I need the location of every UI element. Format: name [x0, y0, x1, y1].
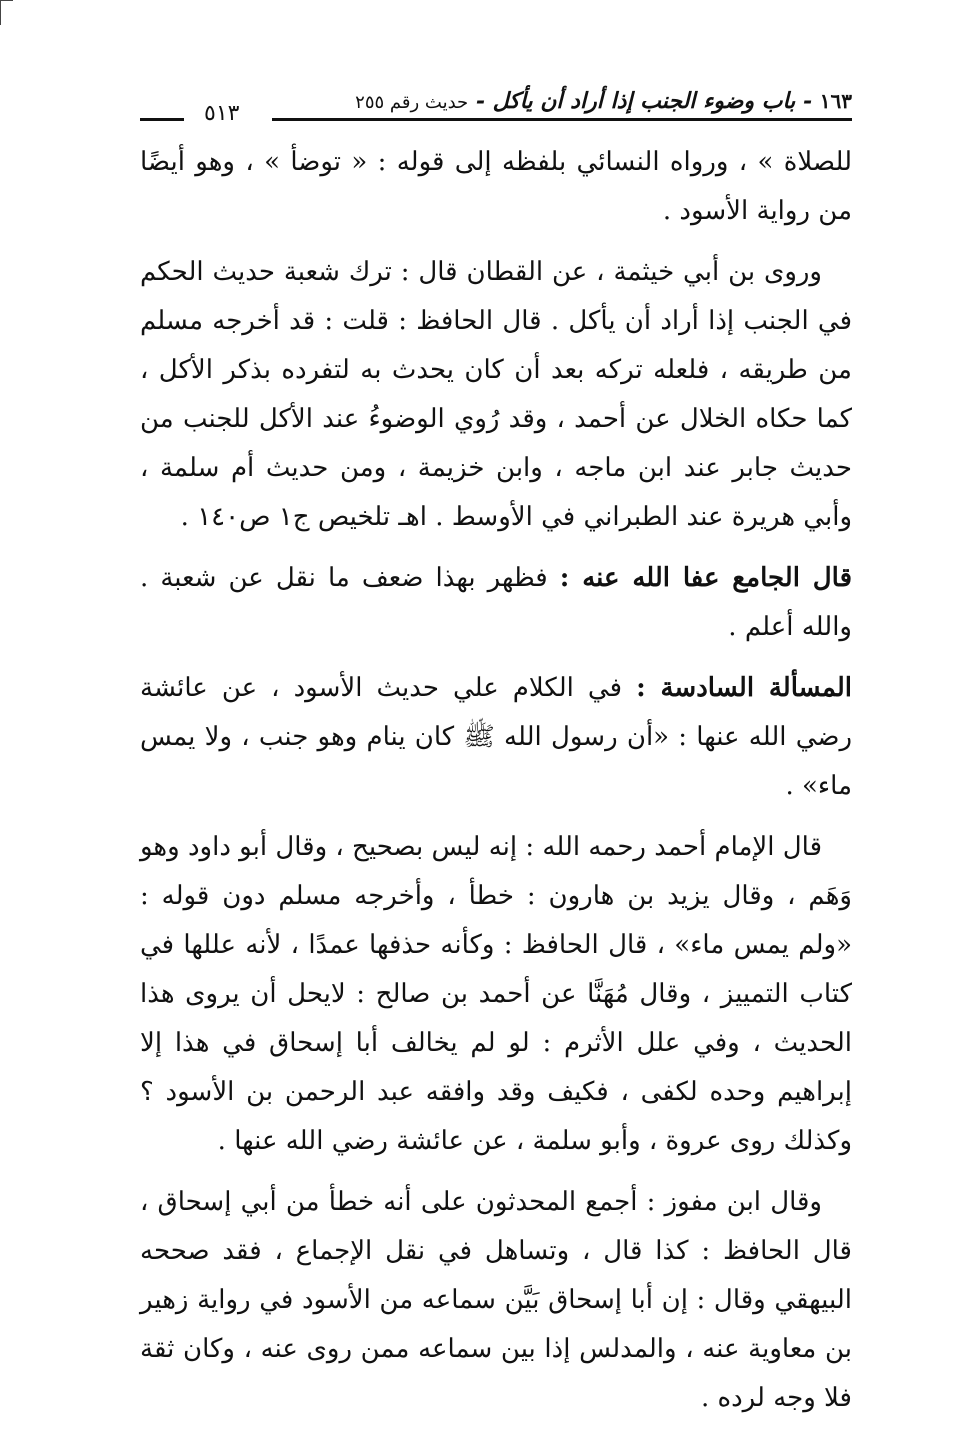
paragraph-text: وروى بن أبي خيثمة ، عن القطان قال : ترك شعبة حديث الحكم في الجنب إذا أراد أن يأكل . قال الحافظ : قلت : قد أخرجه مسلم من طريقه ، فلعله تركه بعد أن كان يحدث به لتفرده بذكر الأكل ، كما حكاه الخلال عن أحمد ، وقد رُوي الوضوءُ عند الأكل للجنب من حديث جابر عند ابن ماجه ، وابن خزيمة ، ومن حديث أم سلمة ، وأبي هريرة عند الطبراني في الأوسط . اهـ تلخيص ج١ ص١٤٠ .: [140, 257, 852, 532]
book-page: [140, 74, 852, 1435]
section-title: باب وضوء الجنب إذا أراد أن يأكل: [492, 88, 796, 114]
paragraph-text: فظهر بهذا ضعف ما نقل عن شعبة . والله أعلم .: [140, 563, 852, 642]
crop-mark: [0, 0, 13, 25]
paragraph: [140, 664, 852, 811]
header-rule-left: [140, 118, 184, 121]
paragraph-text: في الكلام علي حديث الأسود ، عن عائشة رضي الله عنها : «أن رسول الله ﷺ كان ينام وهو جنب ، ولا يمس ماء» .: [140, 673, 852, 801]
paragraph: [140, 554, 852, 652]
paragraph: [140, 1178, 852, 1423]
running-header: [140, 74, 852, 126]
hadith-reference: حديث رقم ٢٥٥: [355, 92, 469, 113]
paragraph-lead: المسألة السادسة :: [636, 673, 853, 703]
paragraph-text: قال الإمام أحمد رحمه الله : إنه ليس بصحيح ، وقال أبو داود وهو وَهَم ، وقال يزيد بن هارون : خطأ ، وأخرجه مسلم دون قوله : «ولم يمس ماء» ، قال الحافظ : وكأنه حذفها عمدًا ، لأنه عللها في كتاب التمييز ، وقال مُهَنَّا عن أحمد بن صالح : لايحل أن يروى هذا الحديث ، وفي علل الأثرم : لو لم يخالف أبا إسحاق في هذا إلا إبراهيم وحده لكفى ، فكيف وقد وافقه عبد الرحمن بن الأسود ؟ وكذلك روى عروة ، وأبو سلمة ، عن عائشة رضي الله عنها .: [140, 832, 852, 1156]
page-number: ٥١٣: [198, 101, 245, 126]
header-rule-middle: [272, 118, 396, 121]
header-rule-right: [392, 118, 852, 121]
body-text: [140, 138, 852, 1423]
paragraph: [140, 823, 852, 1166]
paragraph-text: وقال ابن مفوز : أجمع المحدثون على أنه خطأ من أبي إسحاق ، قال الحافظ : كذا قال ، وتساهل في نقل الإجماع ، فقد صححه البيهقي وقال : إن أبا إسحاق بَيَّن سماعه من الأسود في رواية زهير بن معاوية عنه ، والمدلس إذا بين سماعه ممن روى عنه ، وكان ثقة فلا وجه لرده .: [140, 1187, 852, 1413]
paragraph: [140, 138, 852, 236]
paragraph-lead: قال الجامع عفا الله عنه :: [559, 563, 852, 593]
running-header-title: ١٦٣ - باب وضوء الجنب إذا أراد أن يأكل - حديث رقم ٢٥٥: [355, 88, 852, 114]
section-number: ١٦٣: [819, 89, 852, 113]
paragraph: [140, 248, 852, 542]
paragraph-text: للصلاة » ، ورواه النسائي بلفظه إلى قوله : « توضأ » ، وهو أيضًا من رواية الأسود .: [140, 147, 852, 226]
